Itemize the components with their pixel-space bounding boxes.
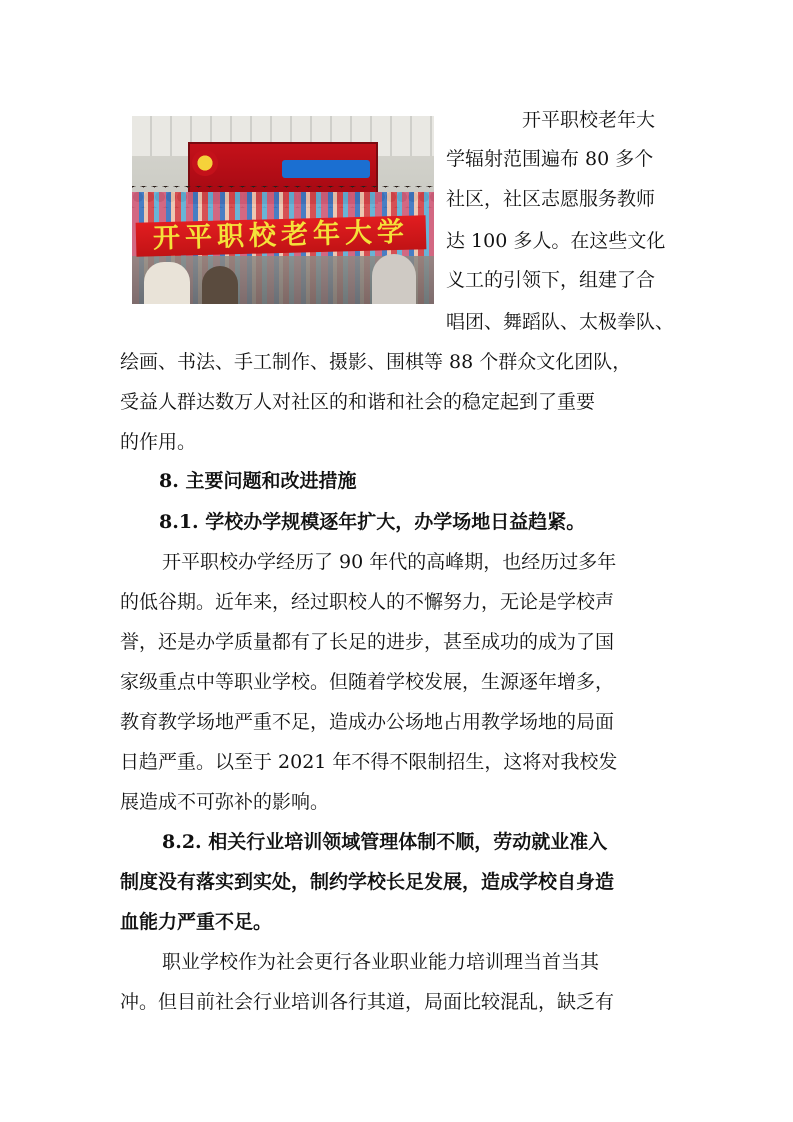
photo-audience-member bbox=[202, 266, 238, 304]
section-heading: 8. 主要问题和改进措施 bbox=[159, 470, 357, 492]
intro-line: 唱团、舞蹈队、太极拳队、 bbox=[446, 311, 675, 333]
paragraph-line: 的低谷期。近年来，经过职校人的不懈努力，无论是学校声 bbox=[120, 591, 615, 613]
photo-banner: 开平职校老年大学 bbox=[136, 215, 427, 257]
paragraph-line: 日趋严重。以至于 2021 年不得不限制招生，这将对我校发 bbox=[120, 751, 618, 773]
intro-line: 达 100 多人。在这些文化 bbox=[446, 230, 666, 252]
intro-line: 的作用。 bbox=[120, 431, 197, 453]
intro-line: 学辐射范围遍布 80 多个 bbox=[446, 148, 654, 170]
party-emblem-icon bbox=[192, 150, 218, 176]
subsection-heading: 血能力严重不足。 bbox=[120, 911, 273, 933]
subsection-heading: 8.1. 学校办学规模逐年扩大，办学场地日益趋紧。 bbox=[159, 511, 586, 533]
paragraph-line: 教育教学场地严重不足，造成办公场地占用教学场地的局面 bbox=[120, 711, 615, 733]
paragraph-line: 誉，还是办学质量都有了长足的进步，甚至成功的成为了国 bbox=[120, 631, 615, 653]
paragraph-line: 冲。但目前社会行业培训各行其道，局面比较混乱，缺乏有 bbox=[120, 991, 615, 1013]
paragraph-line: 开平职校办学经历了 90 年代的高峰期，也经历过多年 bbox=[162, 551, 617, 573]
intro-line: 社区，社区志愿服务教师 bbox=[446, 188, 656, 210]
intro-line: 义工的引领下，组建了合 bbox=[446, 269, 656, 291]
subsection-heading: 8.2. 相关行业培训领域管理体制不顺，劳动就业准入 bbox=[162, 831, 608, 853]
intro-line: 开平职校老年大 bbox=[522, 109, 656, 131]
photo-audience-member bbox=[144, 262, 190, 304]
photo-stage-sign bbox=[282, 160, 370, 178]
subsection-heading: 制度没有落实到实处，制约学校长足发展，造成学校自身造 bbox=[120, 871, 615, 893]
paragraph-line: 职业学校作为社会更行各业职业能力培训理当首当其 bbox=[162, 951, 600, 973]
paragraph-line: 展造成不可弥补的影响。 bbox=[120, 791, 330, 813]
paragraph-line: 家级重点中等职业学校。但随着学校发展，生源逐年增多， bbox=[120, 671, 615, 693]
elderly-university-group-photo bbox=[132, 116, 434, 304]
intro-line: 受益人群达数万人对社区的和谐和社会的稳定起到了重要 bbox=[120, 391, 596, 413]
photo-audience-member bbox=[372, 254, 416, 304]
intro-line: 绘画、书法、手工制作、摄影、围棋等 88 个群众文化团队， bbox=[120, 351, 632, 373]
